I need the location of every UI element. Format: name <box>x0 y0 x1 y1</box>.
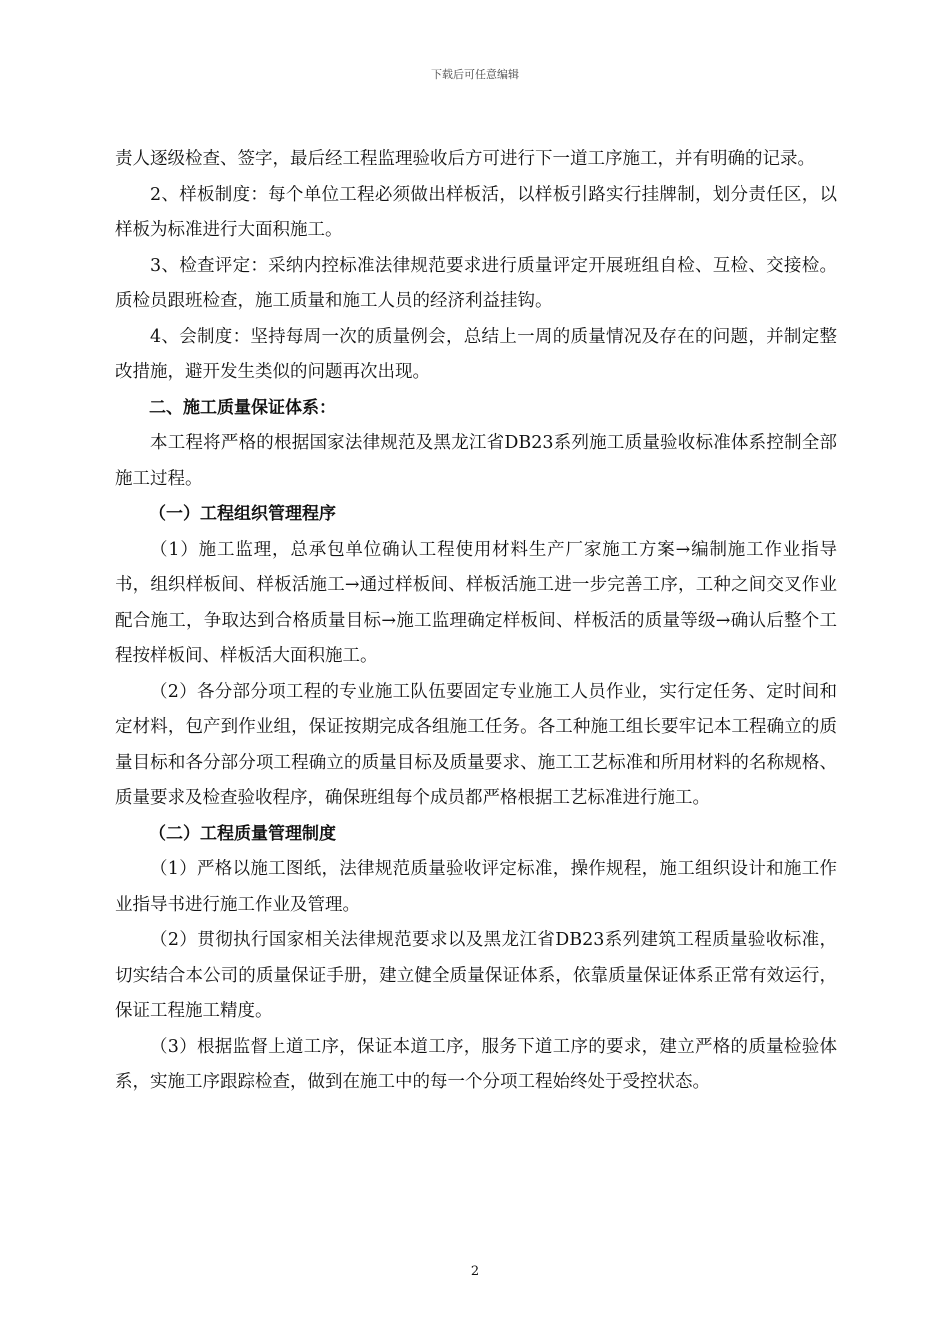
paragraph: 4、会制度：坚持每周一次的质量例会，总结上一周的质量情况及存在的问题，并制定整改措施，避开发生类似的问题再次出现。 <box>115 326 837 382</box>
paragraph: （1）施工监理，总承包单位确认工程使用材料生产厂家施工方案→编制施工作业指导书，组织样板间、样板活施工→通过样板间、样板活施工进一步完善工序，工种之间交叉作业配合施工，争取达到合格质量目标→施工监理确定样板间、样板活的质量等级→确认后整个工程按样板间、样板活大面积施工。 <box>115 539 837 666</box>
paragraph: （2）各分部分项工程的专业施工队伍要固定专业施工人员作业，实行定任务、定时间和定材料，包产到作业组，保证按期完成各组施工任务。各工种施工组长要牢记本工程确立的质量目标和各分部分项工程确立的质量目标及质量要求、施工工艺标准和所用材料的名称规格、质量要求及检查验收程序，确保班组每个成员都严格根据工艺标准进行施工。 <box>115 681 837 808</box>
section-heading: 二、施工质量保证体系： <box>149 397 336 418</box>
subsection-heading: （二）工程质量管理制度 <box>149 823 336 844</box>
paragraph: 责人逐级检查、签字，最后经工程监理验收后方可进行下一道工序施工，并有明确的记录。 <box>115 149 815 169</box>
paragraph: （2）贯彻执行国家相关法律规范要求以及黑龙江省DB23系列建筑工程质量验收标准，切实结合本公司的质量保证手册，建立健全质量保证体系，依靠质量保证体系正常有效运行，保证工程施工精度。 <box>115 930 837 1021</box>
paragraph: 3、检查评定：采纳内控标准法律规范要求进行质量评定开展班组自检、互检、交接检。质检员跟班检查，施工质量和施工人员的经济利益挂钩。 <box>115 255 837 311</box>
paragraph: （1）严格以施工图纸，法律规范质量验收评定标准，操作规程，施工组织设计和施工作业指导书进行施工作业及管理。 <box>115 859 837 915</box>
page-number: 2 <box>470 1264 480 1279</box>
paragraph: 2、样板制度：每个单位工程必须做出样板活，以样板引路实行挂牌制，划分责任区，以样板为标准进行大面积施工。 <box>115 184 837 240</box>
page-header: 下载后可任意编辑 <box>431 68 519 81</box>
paragraph: （3）根据监督上道工序，保证本道工序，服务下道工序的要求，建立严格的质量检验体系，实施工序跟踪检查，做到在施工中的每一个分项工程始终处于受控状态。 <box>115 1036 837 1092</box>
paragraph: 本工程将严格的根据国家法律规范及黑龙江省DB23系列施工质量验收标准体系控制全部施工过程。 <box>115 433 837 489</box>
subsection-heading: （一）工程组织管理程序 <box>149 504 336 524</box>
document-body <box>115 142 837 1101</box>
